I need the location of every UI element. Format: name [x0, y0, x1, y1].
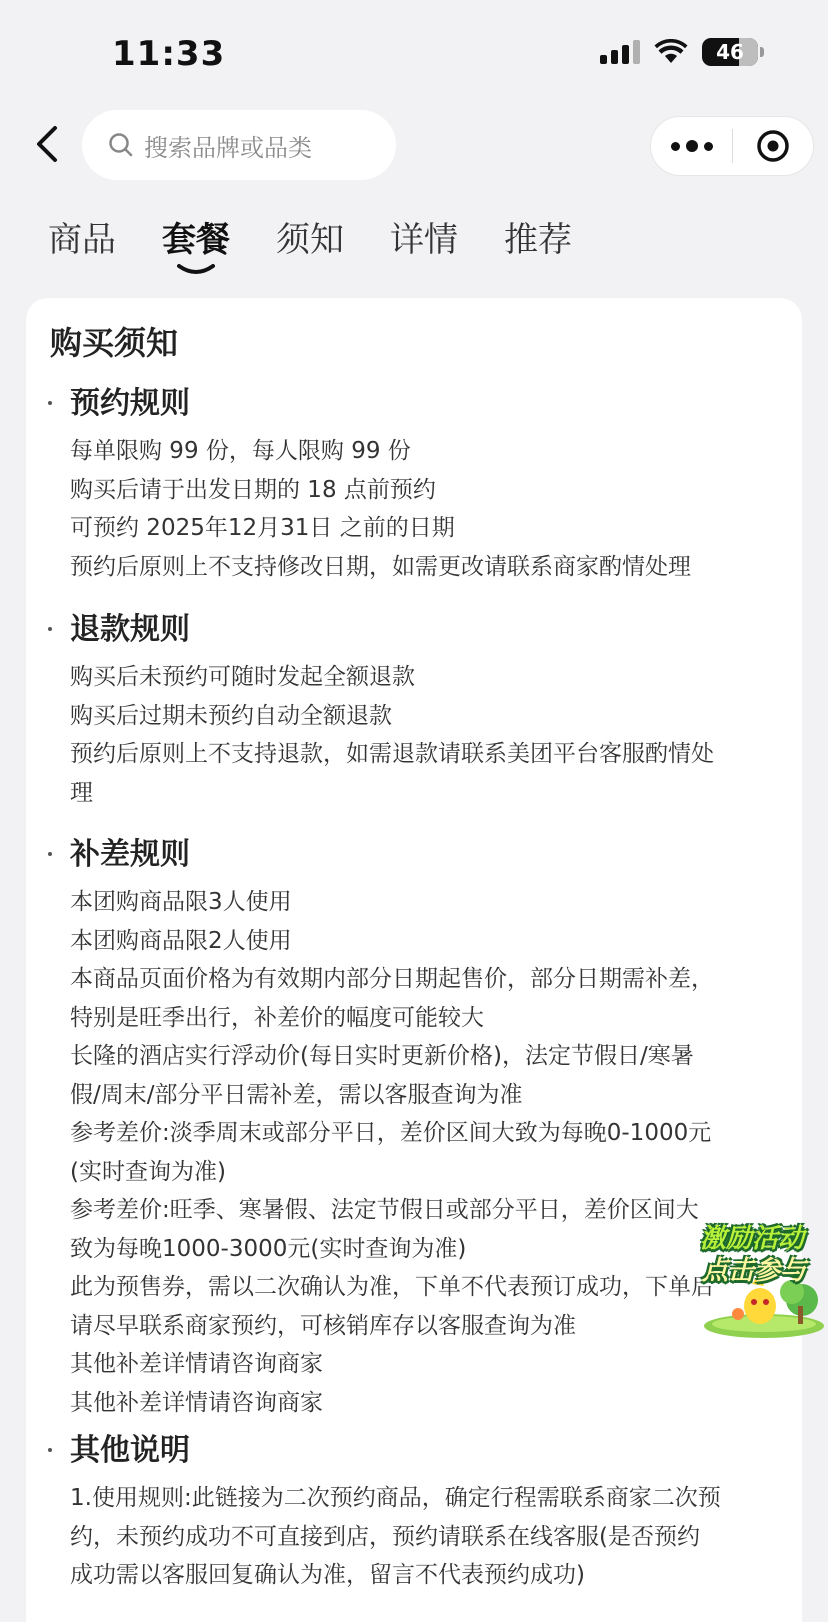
nav-bar	[0, 108, 828, 182]
tab-notice[interactable]: 须知	[276, 220, 344, 260]
rule-line: 参考差价:淡季周末或部分平日，差价区间大致为每晚0-1000元	[70, 1120, 712, 1146]
rule-line: 每单限购 99 份，每人限购 99 份	[70, 438, 411, 464]
mini-program-capsule	[650, 116, 814, 176]
promo-line2: 点击参与	[702, 1256, 807, 1286]
rule-line: 成功需以客服回复确认为准，留言不代表预约成功)	[70, 1562, 585, 1588]
section-title: 预约规则	[70, 386, 190, 421]
search-input[interactable]	[82, 110, 396, 180]
promo-line1: 激励活动	[700, 1224, 805, 1254]
incentive-promo-badge[interactable]	[694, 1214, 826, 1342]
rule-line: 可预约 2025年12月31日 之前的日期	[70, 515, 455, 541]
rule-line: 理	[70, 779, 93, 806]
rule-line: 1.使用规则:此链接为二次预约商品，确定行程需联系商家二次预	[70, 1485, 721, 1511]
rule-line: 特别是旺季出行，补差价的幅度可能较大	[70, 1004, 484, 1031]
more-button[interactable]	[651, 116, 732, 176]
rule-line: 购买后请于出发日期的 18 点前预约	[70, 476, 436, 503]
wifi-icon	[654, 39, 688, 65]
rule-line: 预约后原则上不支持退款，如需退款请联系美团平台客服酌情处	[70, 741, 714, 767]
rule-line: 本商品页面价格为有效期内部分日期起售价，部分日期需补差，	[70, 966, 714, 992]
rule-line: 购买后过期未预约自动全额退款	[70, 702, 392, 729]
purchase-notice-card	[26, 298, 805, 1622]
rule-line: 预约后原则上不支持修改日期，如需更改请联系商家酌情处理	[70, 553, 691, 580]
more-dots-icon	[671, 142, 680, 151]
rule-line: 其他补差详情请咨询商家	[70, 1351, 323, 1377]
close-button[interactable]	[733, 116, 813, 176]
status-icons	[600, 38, 758, 66]
rule-line: 其他补差详情请咨询商家	[70, 1389, 323, 1416]
rule-line: 请尽早联系商家预约，可核销库存以客服查询为准	[70, 1312, 576, 1339]
bullet-dot	[48, 401, 52, 405]
section-title: 其他说明	[70, 1433, 190, 1468]
section-title: 补差规则	[70, 837, 190, 872]
rule-line: 约，未预约成功不可直接到店，预约请联系在线客服(是否预约	[70, 1523, 700, 1550]
search-placeholder: 搜索品牌或品类	[144, 133, 312, 162]
section-refund-rules	[26, 604, 802, 806]
tab-package[interactable]	[162, 212, 230, 272]
status-time: 11:33	[112, 34, 226, 74]
rule-line: (实时查询为准)	[70, 1158, 226, 1185]
rule-line: 此为预售券，需以二次确认为准，下单不代表预订成功，下单后	[70, 1274, 714, 1300]
card-title: 购买须知	[50, 324, 179, 362]
section-booking-rules	[26, 378, 802, 580]
status-bar	[0, 0, 828, 100]
battery-level: 46	[716, 40, 744, 64]
battery-icon	[702, 38, 758, 66]
active-tab-indicator	[175, 262, 217, 276]
back-button[interactable]	[18, 116, 74, 172]
target-close-icon	[756, 129, 790, 163]
rule-line: 假/周末/部分平日需补差，需以客服查询为准	[70, 1081, 523, 1108]
search-icon	[108, 132, 134, 158]
cellular-signal-icon	[600, 40, 640, 64]
bullet-dot	[48, 852, 52, 856]
bullet-dot	[48, 627, 52, 631]
tab-goods[interactable]: 商品	[48, 220, 116, 260]
tab-bar	[48, 212, 572, 272]
rule-line: 本团购商品限2人使用	[70, 927, 292, 954]
tab-package-label: 套餐	[162, 220, 230, 260]
rule-line: 参考差价:旺季、寒暑假、法定节假日或部分平日，差价区间大	[70, 1197, 699, 1223]
rule-line: 本团购商品限3人使用	[70, 889, 292, 915]
rule-line: 长隆的酒店实行浮动价(每日实时更新价格)，法定节假日/寒暑	[70, 1043, 694, 1069]
tab-recommend[interactable]: 推荐	[504, 220, 572, 260]
tab-details[interactable]: 详情	[390, 220, 458, 260]
rule-line: 致为每晚1000-3000元(实时查询为准)	[70, 1235, 467, 1262]
back-arrow-icon	[31, 124, 61, 164]
rule-line: 购买后未预约可随时发起全额退款	[70, 664, 415, 690]
bullet-dot	[48, 1448, 52, 1452]
section-title: 退款规则	[70, 612, 190, 647]
section-other-notes	[26, 1425, 802, 1588]
